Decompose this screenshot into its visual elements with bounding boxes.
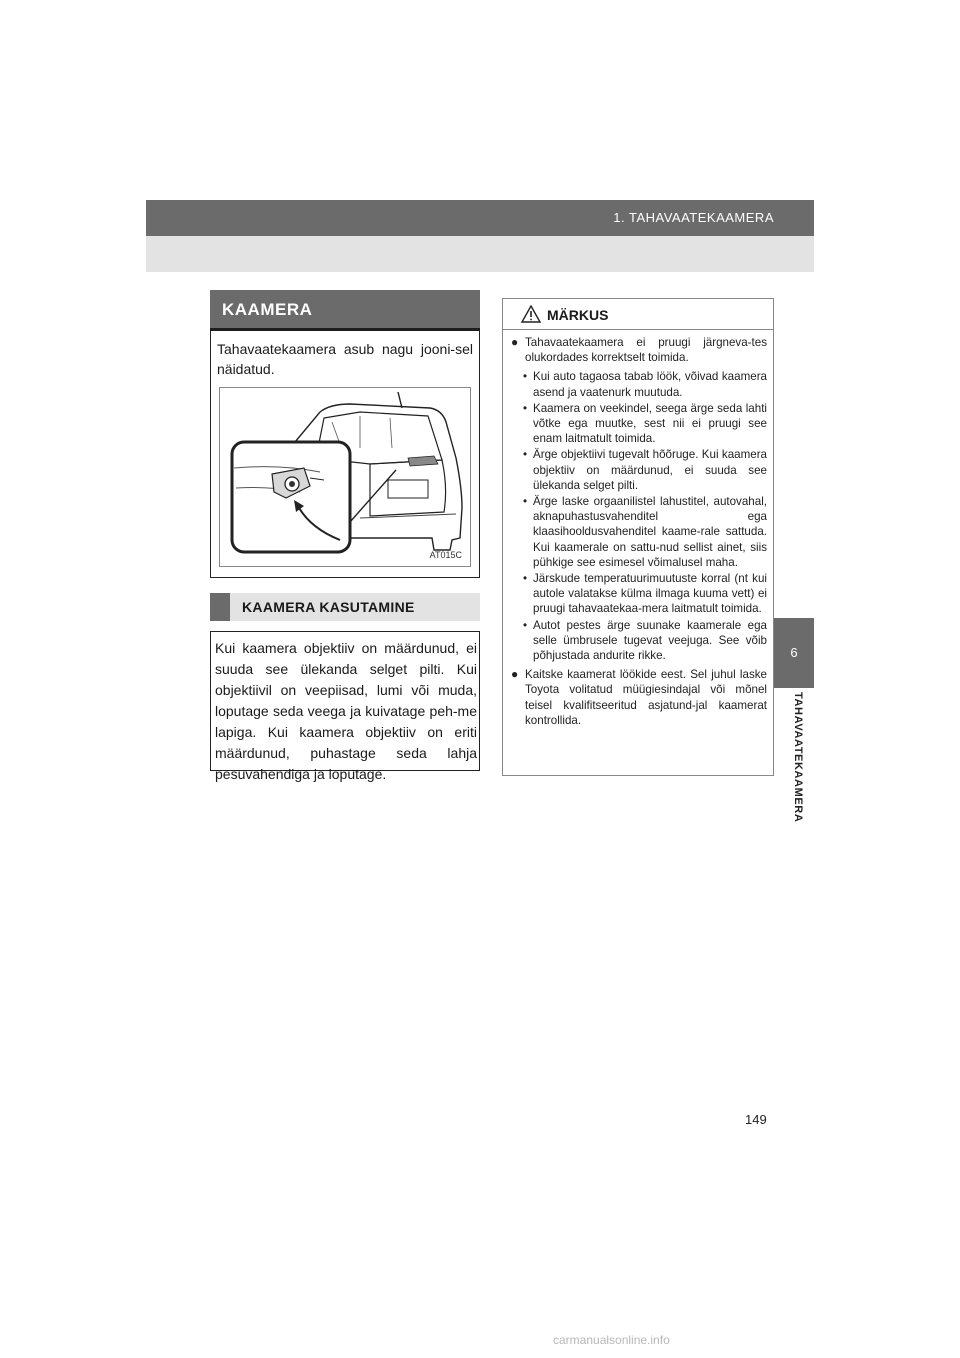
camera-section-box (210, 331, 480, 578)
camera-heading-text: KAAMERA (222, 300, 313, 319)
note-sub-item-text: Järskude temperatuurimuutuste korral (nt kui autole valatakse külma ilmaga kuuma vett) ei pruugi tahavaatekaa-mera laitmatult toimida. (533, 572, 767, 616)
sub-bullet-icon: • (523, 401, 528, 415)
watermark-link[interactable]: carmanualsonline.info (553, 1333, 670, 1347)
note-item-text: Tahavaatekaamera ei pruugi järgneva-tes olukordades korrektselt toimida. (525, 336, 767, 365)
note-sub-item-text: Ärge laske orgaanilistel lahustitel, autovahal, aknapuhastusvahenditel ega klaasihooldusvahenditel kaame-rale sattuda. Kui kaamerale on sattu-nud sellist ainet, siis pühkige see esimesel võimalusel maha. (533, 495, 767, 569)
usage-section-heading (210, 593, 480, 621)
note-item (511, 667, 767, 728)
sub-bullet-icon: • (523, 448, 528, 462)
bullet-dot-icon: ● (511, 667, 519, 682)
header-band (146, 236, 814, 272)
heading-square-marker (210, 593, 230, 621)
sub-bullet-icon: • (523, 572, 528, 586)
chapter-side-label: TAHAVAATEKAAMERA (792, 692, 804, 823)
note-sub-item (511, 369, 767, 399)
sub-bullet-icon: • (523, 370, 528, 384)
note-body (511, 335, 767, 732)
camera-location-text: Tahavaatekaamera asub nagu jooni-sel näidatud. (217, 341, 473, 377)
warning-triangle-icon (521, 305, 541, 323)
note-sub-item (511, 401, 767, 447)
usage-text: Kui kaamera objektiiv on määrdunud, ei suuda see ülekanda selget pilti. Kui objektiivil on veepiisad, lumi või muda, loputage seda veega ja kuivatage peh-me lapiga. Kui kaamera objektiiv on eriti määrdunud, puhastage seda lahja pesuvahendiga ja loputage. (215, 640, 477, 782)
bullet-dot-icon: ● (511, 335, 519, 349)
note-sub-item-text: Kui auto tagaosa tabab löök, võivad kaamera asend ja vaatenurk muutuda. (533, 370, 767, 399)
camera-figure (219, 387, 471, 567)
note-sub-item-text: Autot pestes ärge suunake kaamerale ega selle ümbrusele tugevat veejuga. See võib põhjustada andurite rikke. (533, 618, 767, 663)
usage-section-box (210, 631, 480, 782)
note-sub-item-text: Kaamera on veekindel, seega ärge seda lahti võtke ega muutke, sest nii ei pruugi see enam laitmatult toimida. (533, 401, 767, 446)
note-heading-text: MÄRKUS (547, 307, 609, 323)
chapter-header-bar (146, 200, 814, 236)
sub-bullet-icon: • (523, 495, 528, 509)
page-number: 149 (745, 1112, 767, 1127)
camera-section-heading (210, 290, 480, 331)
chapter-number-tab: 6 (774, 618, 814, 688)
note-item (511, 335, 767, 365)
note-sub-item-text: Ärge objektiivi tugevalt hõõruge. Kui kaamera objektiiv on määrdunud, ei suuda see ülekanda selget pilti. (533, 448, 767, 492)
note-sub-item (511, 571, 767, 617)
car-rear-camera-illustration (220, 388, 470, 566)
note-item-text: Kaitske kaamerat löökide eest. Sel juhul laske Toyota volitatud müügiesindajal või mõnel teisel kvalifitseeritud asjatund-jal kaamerat kontrollida. (525, 668, 767, 727)
note-sub-item (511, 618, 767, 664)
note-header (503, 299, 773, 330)
sub-bullet-icon: • (523, 618, 528, 632)
note-box (502, 298, 774, 776)
usage-heading-text: KAAMERA KASUTAMINE (242, 599, 415, 615)
figure-code: AT015C (429, 550, 462, 560)
chapter-title: 1. TAHAVAATEKAAMERA (613, 210, 774, 225)
note-sub-item (511, 494, 767, 570)
note-sub-item (511, 447, 767, 493)
